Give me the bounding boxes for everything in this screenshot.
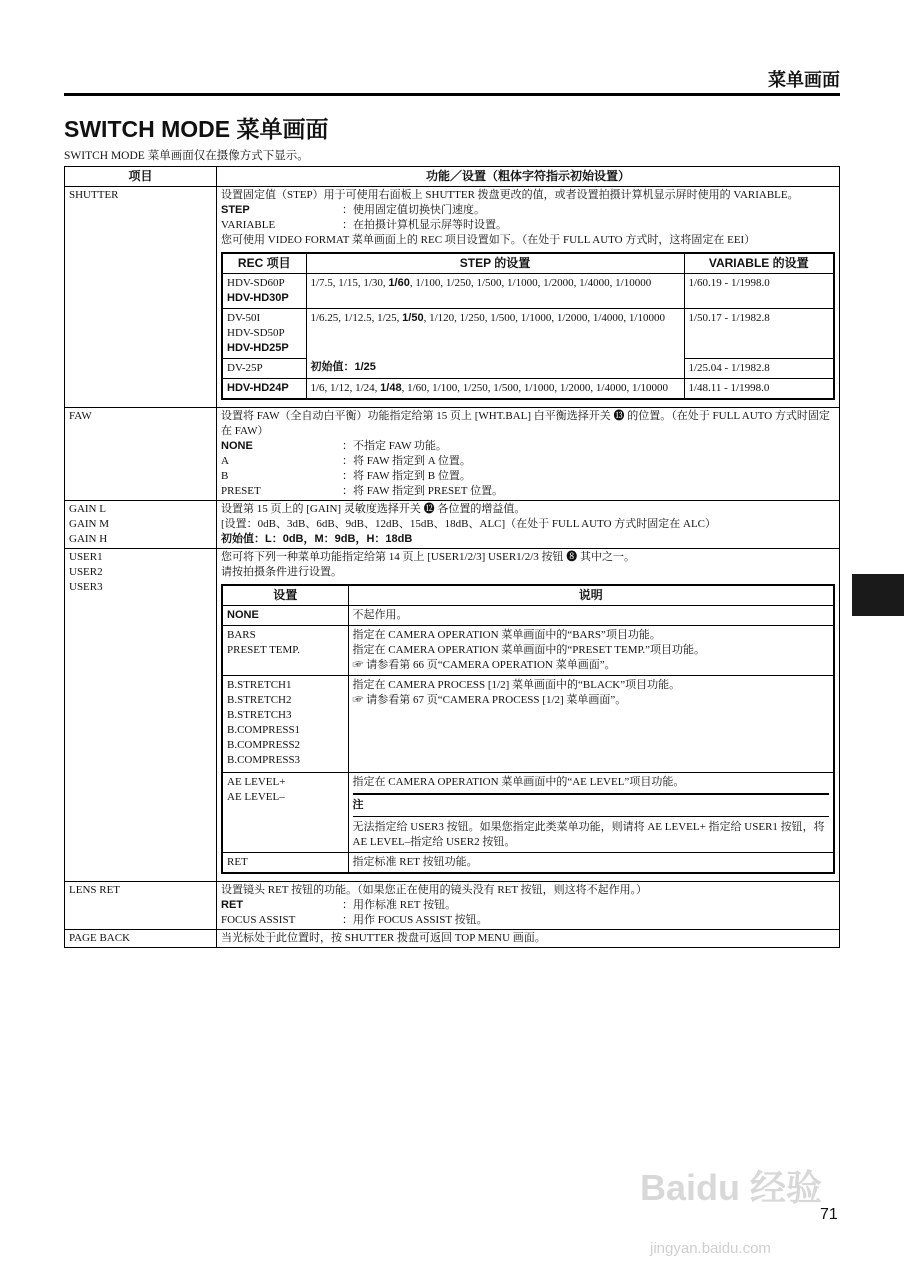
variable-cell: 1/60.19 - 1/1998.0 (684, 274, 834, 309)
item-user (65, 549, 217, 882)
opt-value: ：用作 FOCUS ASSIST 按钮。 (342, 914, 488, 926)
opt-key: STEP (221, 204, 250, 216)
explanation-cell (348, 626, 834, 676)
explanation-line: 指定在 CAMERA OPERATION 菜单画面中的“AE LEVEL”项目功能。 (352, 776, 685, 788)
user-desc2: 请按拍摄条件进行设置。 (221, 566, 342, 578)
lens-ret-description (217, 882, 840, 930)
table-row-page-back (65, 930, 840, 948)
setting-cell: NONE (222, 606, 348, 626)
user-description (217, 549, 840, 882)
item-label: GAIN H (69, 533, 108, 545)
rec-col-step: STEP 的设置 (306, 253, 684, 274)
setting-cell (222, 773, 348, 853)
setting-label: BARS (227, 629, 256, 641)
step-cell (306, 379, 684, 400)
user-table-header (222, 585, 834, 606)
rec-cell (222, 309, 306, 359)
table-row (222, 379, 834, 400)
rec-cell: DV-25P (222, 359, 306, 379)
setting-label: B.COMPRESS3 (227, 754, 301, 766)
shutter-description (217, 187, 840, 408)
setting-cell (222, 676, 348, 773)
opt-value: ：用作标准 RET 按钮。 (342, 899, 457, 911)
rec-label: HDV-HD25P (227, 342, 289, 354)
shutter-opt-variable (221, 218, 835, 233)
watermark-logo: Baidu 经验 (640, 1167, 823, 1208)
setting-label: PRESET TEMP. (227, 644, 300, 656)
opt-key: PRESET (221, 485, 261, 497)
lens-ret-opt (221, 913, 835, 928)
section-header: 菜单画面 (768, 70, 840, 90)
variable-cell: 1/50.17 - 1/1982.8 (684, 309, 834, 359)
table-row (222, 626, 834, 676)
table-header-row (65, 167, 840, 187)
table-row (222, 606, 834, 626)
item-label: USER1 (69, 551, 103, 563)
header-rule (64, 93, 840, 96)
setting-cell: RET (222, 853, 348, 874)
setting-label: B.STRETCH2 (227, 694, 292, 706)
opt-value: ：使用固定值切换快门速度。 (342, 204, 485, 216)
table-row-faw (65, 408, 840, 501)
rec-label: HDV-SD50P (227, 327, 285, 339)
table-row (222, 676, 834, 773)
user-col-setting: 设置 (222, 585, 348, 606)
setting-label: B.COMPRESS1 (227, 724, 301, 736)
gain-initial: 初始值：L：0dB，M：9dB，H：18dB (221, 533, 413, 545)
opt-key: B (221, 470, 229, 482)
reference-line: ☞ 请参看第 67 页“CAMERA PROCESS [1/2] 菜单画面”。 (352, 694, 627, 706)
lens-ret-desc: 设置镜头 RET 按钮的功能。（如果您正在使用的镜头没有 RET 按钮，则这将不起作用。） (221, 884, 648, 896)
item-page-back: PAGE BACK (65, 930, 217, 948)
item-label: GAIN L (69, 503, 106, 515)
intro-text: SWITCH MODE 菜单画面仅在摄像方式下显示。 (64, 150, 309, 162)
lens-ret-opt (221, 898, 835, 913)
rec-cell (222, 274, 306, 309)
col-header-item: 项目 (65, 167, 217, 187)
opt-value: ：将 FAW 指定到 PRESET 位置。 (342, 485, 504, 497)
reference-line: ☞ 请参看第 66 页“CAMERA OPERATION 菜单画面”。 (352, 659, 616, 671)
explanation-cell (348, 676, 834, 773)
table-row (222, 853, 834, 874)
rec-table (221, 252, 835, 400)
faw-opt (221, 484, 835, 499)
table-row-user (65, 549, 840, 882)
step-values: 1/7.5, 1/15, 1/30, (310, 277, 389, 289)
setting-label: AE LEVEL– (227, 791, 285, 803)
section-tab-marker (852, 574, 904, 616)
step-values: 1/6.25, 1/12.5, 1/25, (310, 312, 403, 324)
rec-col-rec: REC 项目 (222, 253, 306, 274)
watermark-url: jingyan.baidu.com (650, 1240, 771, 1257)
opt-key: NONE (221, 440, 253, 452)
table-row (222, 274, 834, 309)
step-default: 1/50 (402, 312, 424, 324)
note-heading: 注 (352, 799, 364, 811)
opt-value: ：不指定 FAW 功能。 (342, 440, 448, 452)
setting-label: B.COMPRESS2 (227, 739, 301, 751)
rec-cell: HDV-HD24P (222, 379, 306, 400)
page-title: SWITCH MODE 菜单画面 (64, 116, 329, 142)
faw-opt (221, 439, 835, 454)
table-row-lens-ret (65, 882, 840, 930)
setting-label: AE LEVEL+ (227, 776, 286, 788)
page-back-description: 当光标处于此位置时，按 SHUTTER 拨盘可返回 TOP MENU 画面。 (217, 930, 840, 948)
rec-label: DV-50I (227, 312, 261, 324)
item-label: USER3 (69, 581, 103, 593)
step-values: , 1/100, 1/250, 1/500, 1/1000, 1/2000, 1/4000, 1/10000 (409, 277, 652, 289)
rec-label: HDV-SD60P (227, 277, 285, 289)
setting-label: B.STRETCH1 (227, 679, 292, 691)
note-divider (353, 816, 830, 817)
page-number: 71 (820, 1206, 838, 1223)
step-cell (306, 309, 684, 379)
variable-cell: 1/25.04 - 1/1982.8 (684, 359, 834, 379)
note-text: 无法指定给 USER3 按钮。如果您指定此类菜单功能，则请将 AE LEVEL+ 指定给 USER1 按钮，将 AE LEVEL–指定给 USER2 按钮。 (352, 821, 825, 848)
step-values: , 1/60, 1/100, 1/250, 1/500, 1/1000, 1/2000, 1/4000, 1/10000 (401, 382, 669, 394)
faw-description (217, 408, 840, 501)
explanation-line: 指定在 CAMERA OPERATION 菜单画面中的“PRESET TEMP.”项目功能。 (352, 644, 706, 656)
explanation-cell: 不起作用。 (348, 606, 834, 626)
rec-label: HDV-HD30P (227, 292, 289, 304)
step-initial: 初始值：1/25 (310, 361, 376, 373)
variable-cell: 1/48.11 - 1/1998.0 (684, 379, 834, 400)
opt-key: A (221, 455, 229, 467)
explanation-cell (348, 773, 834, 853)
menu-table (64, 166, 840, 948)
table-row (222, 773, 834, 853)
user-function-table (221, 584, 835, 874)
gain-description (217, 501, 840, 549)
opt-key: FOCUS ASSIST (221, 914, 296, 926)
opt-value: ：在拍摄计算机显示屏等时设置。 (342, 219, 507, 231)
note-divider (353, 793, 830, 795)
opt-value: ：将 FAW 指定到 B 位置。 (342, 470, 471, 482)
item-lens-ret: LENS RET (65, 882, 217, 930)
step-values: 1/6, 1/12, 1/24, (310, 382, 381, 394)
opt-key: RET (221, 899, 243, 911)
shutter-desc2: 您可使用 VIDEO FORMAT 菜单画面上的 REC 项目设置如下。（在处于 FULL AUTO 方式时，这将固定在 EEI） (221, 234, 756, 246)
col-header-function: 功能／设置（粗体字符指示初始设置） (217, 167, 840, 187)
step-default: 1/48 (380, 382, 402, 394)
item-label: GAIN M (69, 518, 110, 530)
rec-table-header (222, 253, 834, 274)
user-col-explanation: 说明 (348, 585, 834, 606)
explanation-line: 指定在 CAMERA OPERATION 菜单画面中的“BARS”项目功能。 (352, 629, 661, 641)
item-faw: FAW (65, 408, 217, 501)
step-values: , 1/120, 1/250, 1/500, 1/1000, 1/2000, 1/4000, 1/10000 (423, 312, 665, 324)
item-shutter: SHUTTER (65, 187, 217, 408)
table-row (222, 309, 834, 359)
faw-opt (221, 454, 835, 469)
item-gain (65, 501, 217, 549)
shutter-desc1: 设置固定值（STEP）用于可使用右面板上 SHUTTER 拨盘更改的值，或者设置拍摄计算机显示屏时使用的 VARIABLE。 (221, 189, 799, 201)
setting-cell (222, 626, 348, 676)
table-row-gain (65, 501, 840, 549)
table-row-shutter (65, 187, 840, 408)
step-cell (306, 274, 684, 309)
setting-label: B.STRETCH3 (227, 709, 292, 721)
opt-key: VARIABLE (221, 219, 276, 231)
user-desc1: 您可将下列一种菜单功能指定给第 14 页上 [USER1/2/3] USER1/2/3 按钮 ❽ 其中之一。 (221, 551, 636, 563)
gain-desc: 设置第 15 页上的 [GAIN] 灵敏度选择开关 ⓬ 各位置的增益值。 (221, 503, 526, 515)
explanation-line: 指定在 CAMERA PROCESS [1/2] 菜单画面中的“BLACK”项目功能。 (352, 679, 681, 691)
item-label: USER2 (69, 566, 103, 578)
step-default: 1/60 (388, 277, 410, 289)
rec-col-variable: VARIABLE 的设置 (684, 253, 834, 274)
gain-settings: [设置：0dB、3dB、6dB、9dB、12dB、15dB、18dB、ALC]（在处于 FULL AUTO 方式时固定在 ALC） (221, 518, 717, 530)
faw-desc: 设置将 FAW（全自动白平衡）功能指定给第 15 页上 [WHT.BAL] 白平衡选择开关 ⓭ 的位置。（在处于 FULL AUTO 方式时固定在 FAW） (221, 410, 830, 437)
shutter-opt-step (221, 203, 835, 218)
explanation-cell: 指定标准 RET 按钮功能。 (348, 853, 834, 874)
opt-value: ：将 FAW 指定到 A 位置。 (342, 455, 471, 467)
faw-opt (221, 469, 835, 484)
